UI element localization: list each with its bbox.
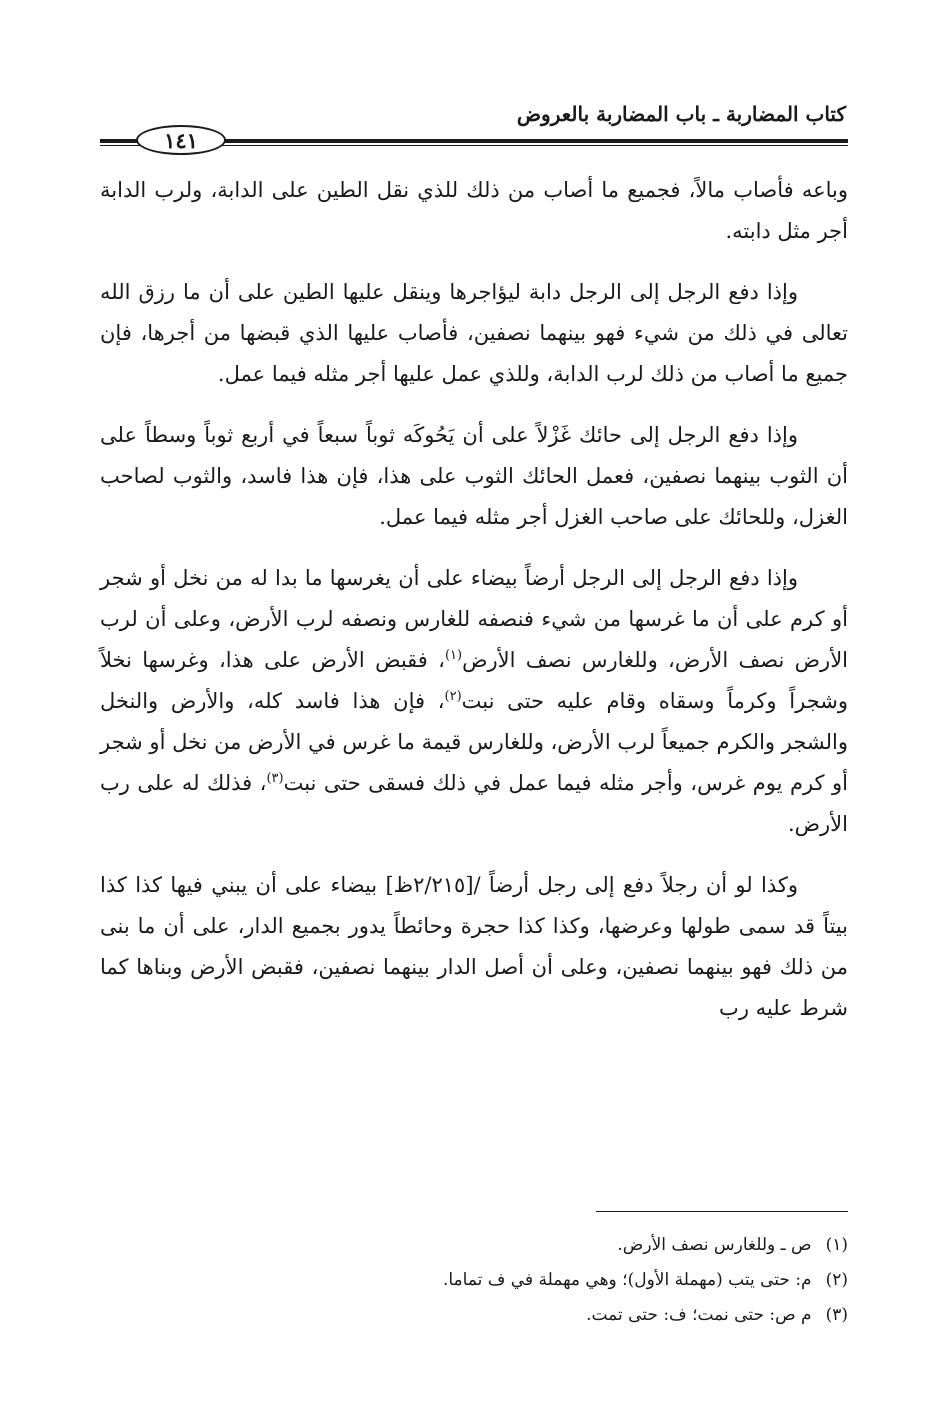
footnote-text: م: حتى يتب (مهملة الأول)؛ وهي مهملة في ف تماما. bbox=[442, 1270, 812, 1290]
footnote-ref-1[interactable]: (١) bbox=[444, 648, 463, 663]
main-text bbox=[100, 170, 848, 1049]
footnote-ref-3[interactable]: (٣) bbox=[266, 771, 284, 786]
paragraph-5: وكذا لو أن رجلاً دفع إلى رجل أرضاً /[٢/٢١٥ظ] بيضاء على أن يبني فيها كذا كذا بيتاً قد سمى طولها وعرضها، وكذا كذا حجرة وحائطاً يدور بجميع الدار، على أن ما بنى من ذلك فهو بينهما نصفين، وعلى أن أصل الدار بينهما نصفين، فقبض الأرض وبناها كما شرط عليه رب bbox=[100, 873, 848, 1020]
paragraph-1: وباعه فأصاب مالاً، فجميع ما أصاب من ذلك للذي نقل الطين على الدابة، ولرب الدابة أجر مثل دابته. bbox=[100, 178, 848, 243]
footnote-number: (٢) bbox=[825, 1270, 848, 1290]
footnote-text: م ص: حتى نمت؛ ف: حتى تمت. bbox=[586, 1305, 812, 1325]
footnote-separator bbox=[596, 1211, 848, 1212]
running-title: كتاب المضاربة ـ باب المضاربة بالعروض bbox=[516, 102, 846, 126]
paragraph-3: وإذا دفع الرجل إلى حائك غَزْلاً على أن يَحُوكَه ثوباً سبعاً في أربع ثوباً وسطاً على أن الثوب بينهما نصفين، فعمل الحائك الثوب على هذا، فإن هذا فاسد، والثوب لصاحب الغزل، وللحائك على صاحب الغزل أجر مثله فيما عمل. bbox=[100, 423, 848, 529]
footnote-3 bbox=[100, 1298, 848, 1333]
paragraph-4 bbox=[100, 558, 848, 845]
page-header bbox=[100, 96, 848, 156]
paragraph-2: وإذا دفع الرجل إلى الرجل دابة ليؤاجرها وينقل عليها الطين على أن ما رزق الله تعالى في ذلك من شيء فهو بينهما نصفين، فأصاب عليها الذي قبضها من أجرها، فإن جميع ما أصاب من ذلك لرب الدابة، وللذي عمل عليها أجر مثله فيما عمل. bbox=[100, 280, 848, 386]
paragraph-4-part-b: ، فقبض الأرض على هذا، وغرسها نخلاً وشجراً وكرماً وسقاه وقام عليه حتى نبت bbox=[100, 648, 848, 713]
page-number: ١٤١ bbox=[164, 127, 198, 153]
footnote-text: ص ـ وللغارس نصف الأرض. bbox=[617, 1235, 812, 1255]
footnotes bbox=[100, 1228, 848, 1333]
page-number-badge bbox=[136, 125, 226, 155]
paragraph-4-part-a: وإذا دفع الرجل إلى الرجل أرضاً بيضاء على أن يغرسها ما بدا له من نخل أو شجر أو كرم على أن ما غرسها من شيء فنصفه للغارس ونصفه لرب الأرض، وعلى أن لرب الأرض نصف الأرض، وللغارس نصف الأرض bbox=[100, 566, 848, 672]
paragraph-4-part-c: ، فإن هذا فاسد كله، والأرض والنخل والشجر والكرم جميعاً لرب الأرض، وللغارس قيمة ما غرس في الأرض من نخل أو شجر أو كرم يوم غرس، وأجر مثله فيما عمل في ذلك فسقى حتى نبت bbox=[100, 689, 848, 795]
footnote-1 bbox=[100, 1228, 848, 1263]
footnote-number: (١) bbox=[825, 1235, 848, 1255]
footnote-number: (٣) bbox=[825, 1305, 848, 1325]
footnote-2 bbox=[100, 1263, 848, 1298]
paragraph-4-part-d: ، فذلك له على رب الأرض. bbox=[100, 771, 848, 836]
footnote-ref-2[interactable]: (٢) bbox=[444, 689, 462, 704]
